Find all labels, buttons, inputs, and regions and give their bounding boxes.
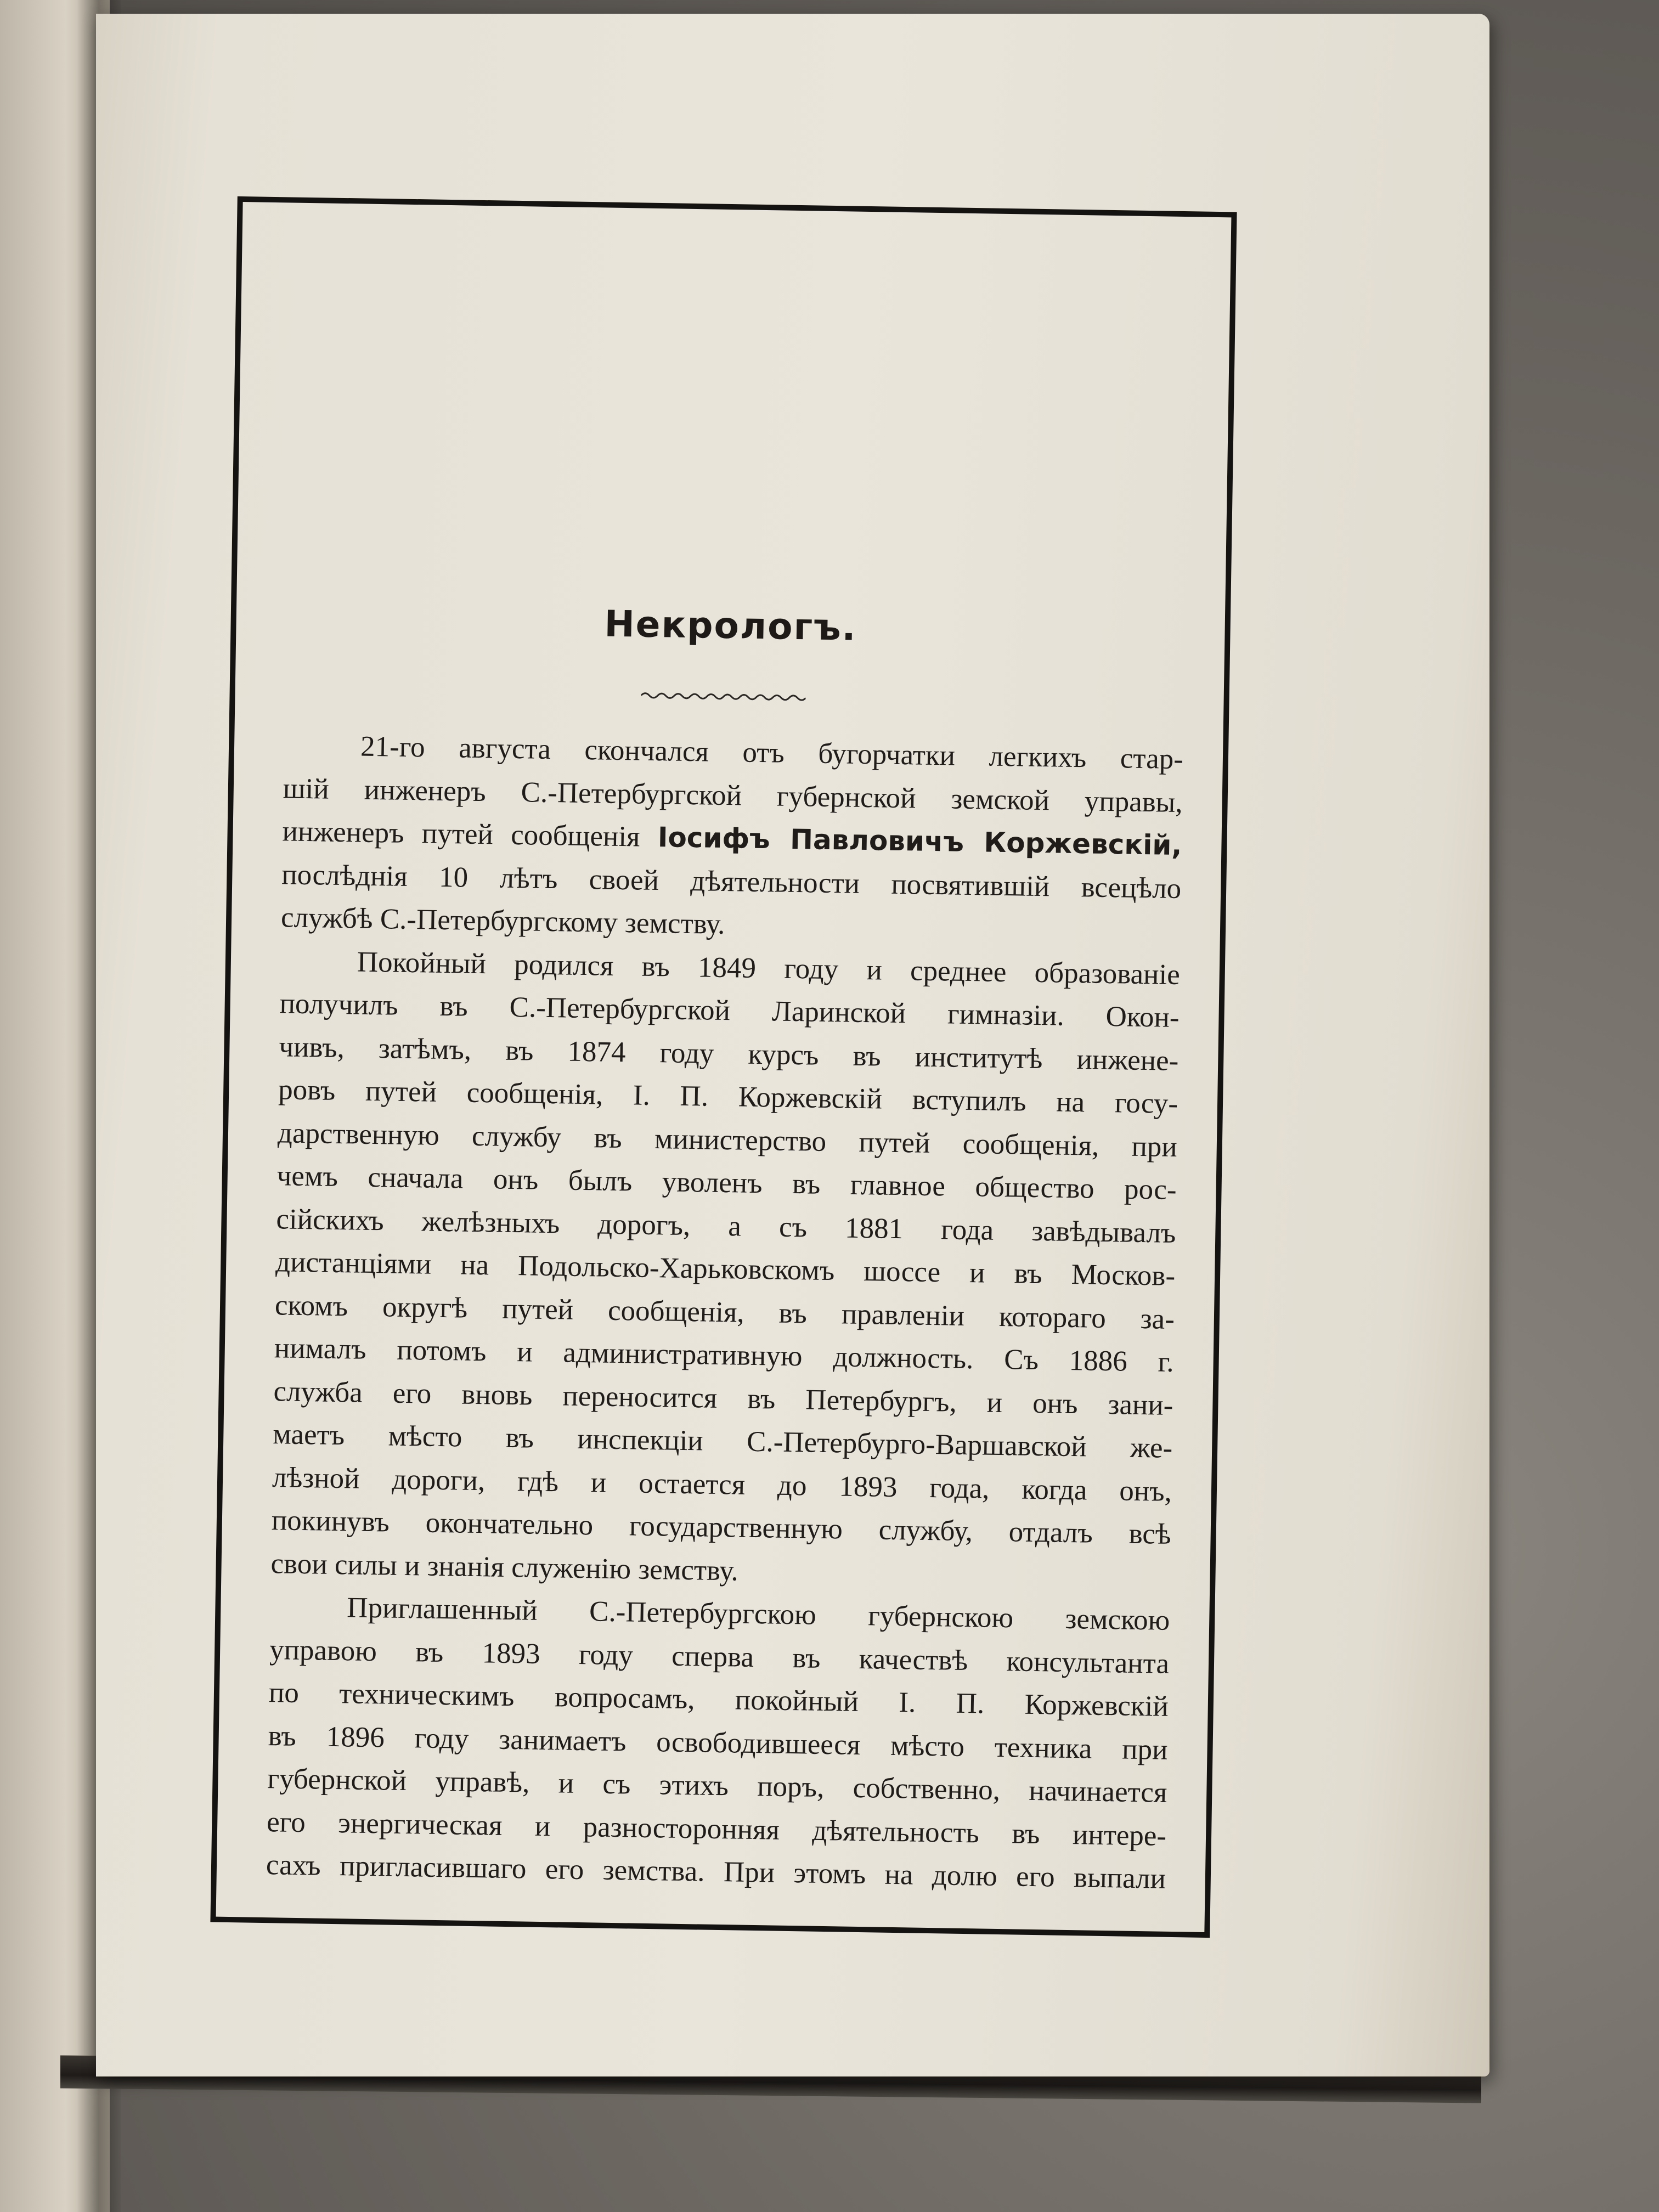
text-line: шій инженеръ С.-Петербургской губернской земской управы,: [283, 772, 1183, 819]
text-line: нималъ потомъ и административную должность. Съ 1886 г.: [274, 1332, 1175, 1378]
text-line: свои силы и знанія служенію земству.: [270, 1547, 739, 1587]
text-line: его энергическая и разносторонняя дѣятельность въ интере-: [266, 1805, 1167, 1852]
text-line: губернской управѣ, и съ этихъ поръ, собственно, начинается: [267, 1763, 1167, 1809]
text-line: службѣ С.-Петербургскому земству.: [280, 901, 725, 941]
text-line: получилъ въ С.-Петербургской Ларинской гимназіи. Окон-: [279, 988, 1180, 1034]
text-line: послѣднія 10 лѣтъ своей дѣятельности посвятившій всецѣло: [281, 858, 1182, 905]
deceased-name: Іосифъ Павловичъ Коржевскій,: [657, 821, 1182, 862]
text-line: скомъ округѣ путей сообщенія, въ правленіи котораго за-: [274, 1289, 1175, 1335]
text-line: чемъ сначала онъ былъ уволенъ въ главное общество рос-: [276, 1160, 1177, 1206]
text-line: Покойный родился въ 1849 году и среднее образованіе: [357, 945, 1181, 991]
text-line: ровъ путей сообщенія, І. П. Коржевскій вступилъ на госу-: [278, 1074, 1178, 1120]
text-line: сахъ пригласившаго его земства. При этомъ на долю его выпали: [266, 1849, 1166, 1895]
text-line: управою въ 1893 году сперва въ качествѣ консультанта: [269, 1633, 1170, 1680]
text-line: по техническимъ вопросамъ, покойный І. П. Коржевскій: [268, 1677, 1169, 1723]
text-line: въ 1896 году занимаетъ освободившееся мѣсто техника при: [268, 1719, 1169, 1766]
text-line: 21-го августа скончался отъ бугорчатки легкихъ стар-: [360, 730, 1184, 776]
text-line: дарственную службу въ министерство путей сообщенія, при: [277, 1116, 1178, 1163]
text-line: лѣзной дороги, гдѣ и остается до 1893 года, когда онъ,: [272, 1461, 1172, 1508]
text-line: дистанціями на Подольско-Харьковскомъ шоссе и въ Москов-: [275, 1246, 1176, 1292]
obituary-title: Некрологъ.: [603, 602, 857, 649]
text-fragment: инженеръ путей сообщенія: [282, 815, 640, 853]
text-line: Приглашенный С.-Петербургскою губернскою земскою: [346, 1592, 1170, 1637]
text-line: служба его вновь переносится въ Петербургъ, и онъ зани-: [273, 1375, 1173, 1421]
obituary-body: [266, 724, 1183, 1900]
obituary-frame: [210, 196, 1237, 1938]
text-line: маетъ мѣсто въ инспекціи С.-Петербурго-Варшавской же-: [272, 1418, 1173, 1464]
text-line: чивъ, затѣмъ, въ 1874 году курсъ въ институтѣ инжене-: [279, 1030, 1179, 1077]
text-line: сійскихъ желѣзныхъ дорогъ, а съ 1881 года завѣдывалъ: [276, 1203, 1176, 1249]
wavy-divider-ornament: [641, 689, 805, 705]
text-line: покинувъ окончательно государственную службу, отдалъ всѣ: [271, 1504, 1172, 1550]
